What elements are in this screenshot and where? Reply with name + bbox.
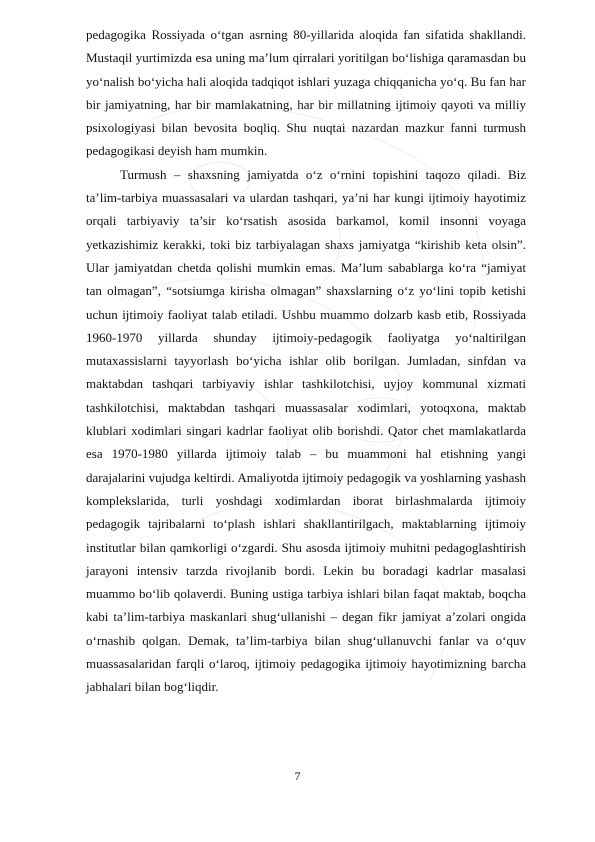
paragraph-intro: pedagogika Rossiyada o‘tgan asrning 80-yillarida aloqida fan sifatida shakllandi. Mustaqil yurtimizda esa uning ma’lum qirralari yoritilgan bo‘lishiga qaramasdan bu yo‘nalish bo‘yicha hali aloqida tadqiqot ishlari yuzaga chiqqanicha yo‘q. Bu fan har bir jamiyatning, har bir mamlakatning, har bir millatning ijtimoiy qayoti va milliy psixologiyasi bilan bevosita boqliq. Shu nuqtai nazardan mazkur fanni turmush pedagogikasi deyish ham mumkin. [86,27,526,159]
paragraph-turmush: Turmush – shaxsning jamiyatda o‘z o‘rnini topishini taqozo qiladi. Biz ta’lim-tarbiya muassasalari va ulardan tashqari, ya’ni har kungi ijtimoiy hayotimiz orqali tarbiyaviy ta’sir ko‘rsatish asosida barkamol, komil insonni voyaga yetkazishimiz kerakki, toki biz tarbiyalagan shaxs jamiyatga “kirishib keta olsin”. Ular jamiyatdan chetda qolishi mumkin emas. Ma’lum sabablarga ko‘ra “jamiyat tan olmagan”, “sotsiumga kirisha olmagan” shaxslarning o‘z yo‘lini topib ketishi uchun ijtimoiy faoliyat talab etiladi. Ushbu muammo dolzarb kasb etib, Rossiyada 1960-1970 yillarda shunday ijtimoiy-pedagogik faoliyatga yo‘naltirilgan mutaxassislarni tayyorlash bo‘yicha ishlar olib borilgan. Jumladan, sinfdan va maktabdan tashqari tarbiyaviy ishlar tashkilotchisi, uyjoy kommunal xizmati tashkilotchisi, maktabdan tashqari muassasalar xodimlari, yotoqxona, maktab klublari xodimlari singari kadrlar faoliyat olib borishdi. Qator chet mamlakatlarda esa 1970-1980 yillarda ijtimoiy talab – bu muammoni hal etishning yangi darajalarini vujudga keltirdi. Amaliyotda ijtimoiy pedagogik va yoshlarning yashash komplekslarida, turli yoshdagi xodimlardan iborat birlashmalarda ijtimoiy pedagogik tajribalarni to‘plash ishlari shakllantirilgach, maktablarning ijtimoiy institutlar bilan qamkorligi o‘zgardi. Shu asosda ijtimoiy muhitni pedagoglashtirish jarayoni intensiv tarzda rivojlanib bordi. Lekin bu boradagi kadrlar masalasi muammo bo‘lib qolaverdi. Buning ustiga tarbiya ishlari bilan faqat maktab, boqcha kabi ta’lim-tarbiya maskanlari shug‘ullanishi – degan fikr jamiyat a’zolari ongida o‘rnashib qolgan. Demak, ta’lim-tarbiya bilan shug‘ullanuvchi fanlar va o‘quv muassasalaridan farqli o‘laroq, ijtimoiy pedagogika ijtimoiy hayotimizning barcha jabhalari bilan bog‘liqdir. [86,166,526,695]
document-page [86,23,526,699]
page-number: 7 [294,769,301,783]
